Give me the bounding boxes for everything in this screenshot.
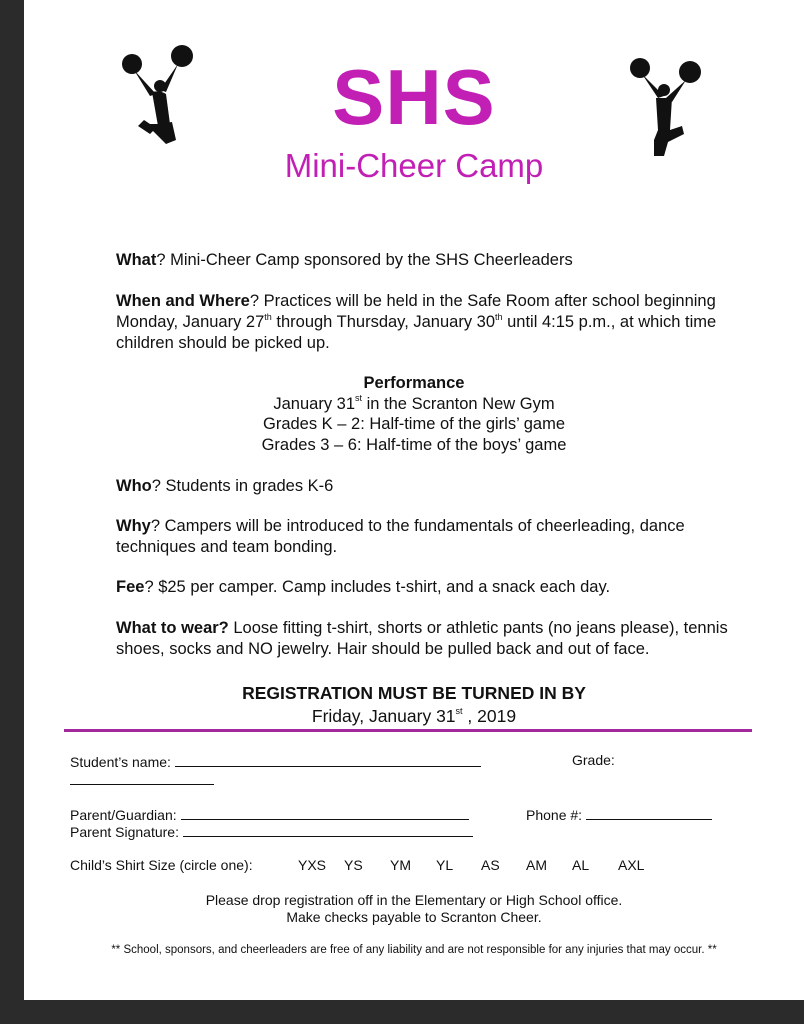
shirt-size-option[interactable]: AM: [526, 857, 547, 873]
registration-date: Friday, January 31: [311, 705, 456, 726]
wear-label: What to wear?: [116, 619, 229, 637]
why-q: ?: [150, 517, 161, 535]
who-text: Students in grades K-6: [160, 477, 334, 495]
signature-row: [70, 822, 473, 840]
grade-label: Grade:: [572, 752, 615, 768]
what-q: ?: [156, 251, 166, 269]
footer-instructions: [24, 892, 804, 926]
what-label: What: [116, 251, 157, 269]
performance-date-sup: st: [355, 393, 363, 403]
fee-q: ?: [144, 578, 154, 596]
performance-line-1: [24, 394, 804, 415]
student-name-field[interactable]: [175, 752, 481, 767]
when-where-text3: until 4:15 p.m., at which time children should be picked up.: [116, 313, 717, 352]
page-subtitle: Mini-Cheer Camp: [284, 147, 544, 184]
shirt-size-option[interactable]: YM: [390, 857, 411, 873]
why-text: Campers will be introduced to the fundamentals of cheerleading, dance techniques and team bonding.: [116, 517, 685, 556]
registration-date-sup: st: [455, 705, 463, 716]
performance-date: January 31: [273, 394, 356, 413]
drop-off-line: Please drop registration off in the Elementary or High School office.: [205, 892, 623, 908]
when-where-label: When and Where: [116, 292, 250, 310]
performance-block: [24, 373, 804, 455]
shirt-size-option[interactable]: AS: [481, 857, 500, 873]
registration-heading: REGISTRATION MUST BE TURNED IN BY: [242, 683, 586, 703]
signature-label: Parent Signature:: [70, 824, 179, 840]
shirt-size-option[interactable]: AL: [572, 857, 590, 873]
shirt-size-option[interactable]: YL: [436, 857, 454, 873]
who-label: Who: [116, 477, 152, 495]
fee-label: Fee: [116, 578, 145, 596]
who-paragraph: [116, 476, 766, 497]
performance-heading: Performance: [363, 374, 465, 392]
fee-text: $25 per camper. Camp includes t-shirt, and a snack each day.: [153, 578, 611, 596]
parent-row: [70, 805, 469, 823]
shirt-size-options: [24, 857, 804, 875]
student-name-row: [70, 752, 481, 770]
shirt-size-option[interactable]: AXL: [618, 857, 645, 873]
checks-line: Make checks payable to Scranton Cheer.: [286, 909, 542, 925]
flyer-page: [24, 0, 804, 1000]
phone-field[interactable]: [586, 805, 712, 820]
when-where-sup1: th: [264, 311, 272, 322]
disclaimer: ** School, sponsors, and cheerleaders are free of any liability and are not responsible for any injuries that may occur. **: [111, 944, 717, 956]
phone-label: Phone #:: [526, 807, 583, 823]
when-where-sup2: th: [495, 311, 503, 322]
when-where-text2: through Thursday, January 30: [271, 313, 496, 331]
when-where-q: ?: [249, 292, 260, 310]
when-where-paragraph: [116, 291, 766, 354]
wear-paragraph: [116, 618, 766, 660]
performance-line-3: Grades 3 – 6: Half-time of the boys’ game: [261, 435, 567, 454]
why-paragraph: [116, 516, 766, 558]
grade-field[interactable]: [70, 784, 214, 785]
performance-line-2: Grades K – 2: Half-time of the girls’ game: [262, 415, 565, 433]
signature-field[interactable]: [183, 822, 473, 837]
phone-row: [526, 805, 712, 823]
shirt-size-label: Child’s Shirt Size (circle one):: [70, 857, 253, 873]
shirt-size-option[interactable]: YS: [344, 857, 363, 873]
page-title: SHS: [332, 53, 496, 141]
parent-field[interactable]: [181, 805, 469, 820]
fee-paragraph: [116, 577, 766, 598]
parent-label: Parent/Guardian:: [70, 807, 177, 823]
why-label: Why: [116, 517, 151, 535]
when-where-text1: Practices will be held in the Safe Room after school beginning Monday, January 27: [116, 292, 716, 331]
what-text: Mini-Cheer Camp sponsored by the SHS Cheerleaders: [165, 251, 573, 269]
shirt-size-option[interactable]: YXS: [298, 857, 327, 873]
registration-deadline: [24, 706, 804, 727]
registration-block: [24, 683, 804, 726]
student-name-label: Student’s name:: [70, 754, 171, 770]
registration-year: , 2019: [462, 705, 517, 726]
what-paragraph: [116, 250, 766, 271]
divider-line: [64, 729, 752, 732]
performance-venue: in the Scranton New Gym: [362, 394, 555, 413]
wear-text: Loose fitting t-shirt, shorts or athletic pants (no jeans please), tennis shoes, socks and NO jewelry. Hair should be pulled back and out of face.: [116, 619, 728, 658]
who-q: ?: [151, 477, 161, 495]
